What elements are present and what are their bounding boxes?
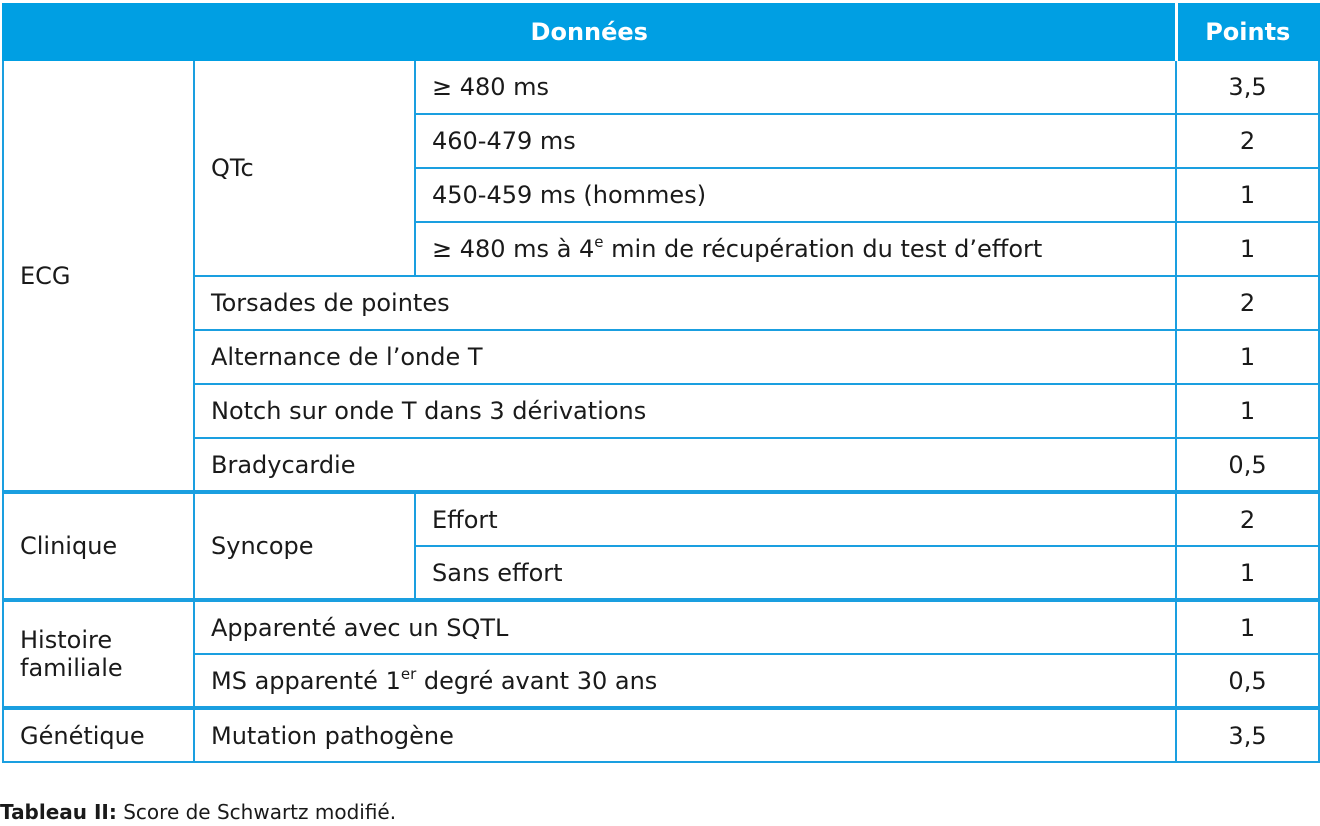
criterion-text: degré avant 30 ans — [416, 666, 658, 695]
criterion-cell: Sans effort — [415, 546, 1176, 600]
points-cell: 1 — [1176, 330, 1319, 384]
caption-label: Tableau II: — [0, 800, 117, 824]
points-cell: 2 — [1176, 492, 1319, 546]
caption-text: Score de Schwartz modifié. — [116, 800, 397, 824]
table-row — [3, 708, 1319, 762]
subcategory-qtc: QTc — [194, 60, 415, 276]
category-histoire-familiale: Histoire familiale — [3, 600, 194, 708]
criterion-cell: Torsades de pointes — [194, 276, 1176, 330]
table-header-row — [3, 4, 1319, 60]
criterion-cell: ≥ 480 ms — [415, 60, 1176, 114]
category-ecg: ECG — [3, 60, 194, 492]
points-cell: 1 — [1176, 546, 1319, 600]
table-row — [3, 384, 1319, 438]
group-genetique — [3, 708, 1319, 762]
criterion-cell: Notch sur onde T dans 3 dérivations — [194, 384, 1176, 438]
criterion-cell: Bradycardie — [194, 438, 1176, 492]
table-row — [3, 654, 1319, 708]
criterion-text: ≥ 480 ms à 4 — [432, 235, 595, 263]
points-cell: 0,5 — [1176, 654, 1319, 708]
points-cell: 1 — [1176, 222, 1319, 276]
criterion-cell: Mutation pathogène — [194, 708, 1176, 762]
schwartz-score-table — [2, 3, 1320, 763]
ordinal-superscript: e — [594, 233, 604, 251]
table-row — [3, 438, 1319, 492]
category-clinique: Clinique — [3, 492, 194, 600]
group-histoire-familiale — [3, 600, 1319, 708]
group-clinique — [3, 492, 1319, 600]
points-cell: 1 — [1176, 384, 1319, 438]
header-donnees: Données — [3, 4, 1176, 60]
table-row — [3, 276, 1319, 330]
criterion-cell: Alternance de l’onde T — [194, 330, 1176, 384]
criterion-cell — [194, 654, 1176, 708]
points-cell: 1 — [1176, 600, 1319, 654]
points-cell: 3,5 — [1176, 60, 1319, 114]
points-cell: 3,5 — [1176, 708, 1319, 762]
group-ecg — [3, 60, 1319, 492]
points-cell: 0,5 — [1176, 438, 1319, 492]
criterion-cell: 460-479 ms — [415, 114, 1176, 168]
table-caption — [0, 800, 396, 824]
category-genetique: Génétique — [3, 708, 194, 762]
table-row — [3, 600, 1319, 654]
table-row — [3, 492, 1319, 546]
criterion-cell: Effort — [415, 492, 1176, 546]
criterion-cell: Apparenté avec un SQTL — [194, 600, 1176, 654]
points-cell: 1 — [1176, 168, 1319, 222]
points-cell: 2 — [1176, 114, 1319, 168]
table-row — [3, 60, 1319, 114]
criterion-cell — [415, 222, 1176, 276]
criterion-cell: 450-459 ms (hommes) — [415, 168, 1176, 222]
points-cell: 2 — [1176, 276, 1319, 330]
subcategory-syncope: Syncope — [194, 492, 415, 600]
header-points: Points — [1176, 4, 1319, 60]
criterion-text: min de récupération du test d’effort — [603, 235, 1043, 263]
ordinal-superscript: er — [400, 664, 417, 683]
table-row — [3, 330, 1319, 384]
criterion-text: MS apparenté 1 — [211, 666, 401, 695]
